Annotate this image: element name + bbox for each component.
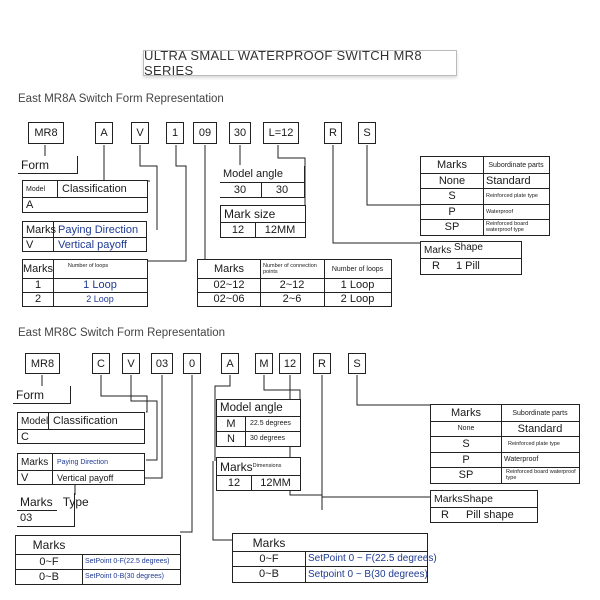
- mr8a-code-r: R: [324, 122, 342, 144]
- mr8c-setpoint1-r1b: SetPoint 0-F(22.5 degrees): [85, 558, 170, 565]
- mr8c-angle-n-desc: 30 degrees: [250, 435, 286, 442]
- mr8c-sub-r1b: Standard: [517, 422, 563, 435]
- mr8a-contacts-r2b: 2~6: [282, 293, 302, 305]
- mr8c-size-b: 12MM: [260, 477, 291, 489]
- mr8c-heading: East MR8C Switch Form Representation: [18, 327, 226, 339]
- mr8c-setpoint1-r1a: 0~F: [39, 555, 59, 568]
- mr8a-size-b: 12MM: [264, 224, 296, 236]
- mr8a-classification-header: Classification: [62, 183, 127, 195]
- mr8c-size-table: [216, 457, 301, 491]
- mr8a-loops-2-desc: 2 Loop: [86, 294, 114, 304]
- mr8a-code-mr8: MR8: [28, 122, 64, 144]
- mr8a-code-30: 30: [229, 122, 251, 144]
- mr8a-contacts-table: [197, 259, 392, 307]
- mr8c-size-header: [217, 458, 300, 475]
- mr8c-sub-r3a: P: [462, 453, 470, 466]
- mr8a-sub-r1a: None: [438, 174, 466, 187]
- mr8c-setpoint2-r1a: 0~F: [259, 552, 279, 565]
- mr8c-code-v: V: [122, 353, 140, 374]
- mr8c-setpoint1-marks: Marks: [32, 538, 66, 552]
- mr8a-paying-header: Paying Direction: [58, 223, 139, 236]
- mr8a-angle-header: Model angle: [223, 168, 283, 180]
- mr8c-code-m: M: [255, 353, 273, 374]
- mr8c-paying-marks: Marks: [21, 456, 49, 468]
- mr8a-contacts-r2c: 2 Loop: [340, 293, 375, 305]
- mr8a-loops-1-desc: 1 Loop: [83, 279, 117, 291]
- mr8c-setpoint1-table: [15, 535, 181, 585]
- mr8a-shape-label: Shape: [454, 241, 483, 253]
- mr8a-code-09: 09: [193, 122, 217, 144]
- mr8a-shape-marks: Marks: [424, 244, 452, 256]
- mr8c-code-a: A: [221, 353, 239, 374]
- mr8a-paying-v: V: [26, 238, 34, 251]
- mr8c-shape-header: [431, 491, 537, 507]
- mr8a-paying-table: [22, 221, 147, 252]
- mr8a-paying-desc: Vertical payoff: [58, 238, 127, 251]
- mr8a-loops-1: 1: [34, 279, 42, 291]
- mr8a-contacts-r1a: 02~12: [213, 279, 245, 291]
- mr8a-shape-header: [421, 242, 521, 258]
- mr8a-sub-r2b: Reinforced plate type: [486, 193, 538, 199]
- mr8c-sub-r1a: None: [457, 425, 475, 432]
- mr8a-size-a: 12: [231, 224, 245, 236]
- mr8c-form-label: Form: [13, 386, 71, 404]
- mr8c-sub-marks: Marks: [451, 407, 481, 419]
- mr8c-code-r: R: [313, 353, 331, 374]
- mr8c-sub-r2a: S: [462, 438, 470, 450]
- mr8a-sub-header: Subordinate parts: [488, 161, 544, 169]
- mr8a-contacts-r1c: 1 Loop: [340, 279, 375, 291]
- mr8a-model-header: Model: [26, 185, 46, 193]
- mr8a-sub-r1b: Standard: [486, 174, 531, 187]
- mr8a-angle-b: 30: [275, 184, 289, 196]
- mr8c-classification-header: Classification: [53, 415, 118, 427]
- mr8a-contacts-r1b: 2~12: [279, 279, 305, 291]
- mr8c-paying-v: V: [21, 471, 29, 484]
- mr8a-contacts-marks: Marks: [214, 263, 244, 275]
- mr8a-sub-r2a: S: [448, 190, 456, 202]
- mr8c-code-12: 12: [279, 353, 301, 374]
- mr8c-size-marks: Marks: [220, 460, 253, 474]
- mr8c-type-value: 03: [20, 512, 33, 524]
- mr8c-angle-table: [216, 399, 301, 447]
- mr8a-code-l12: L=12: [263, 122, 299, 144]
- mr8c-size-a: 12: [227, 477, 241, 489]
- mr8a-loops-marks: Marks: [23, 263, 53, 275]
- mr8c-setpoint2-r2a: 0~B: [259, 568, 279, 580]
- mr8c-setpoint1-r2a: 0~B: [39, 570, 59, 583]
- mr8a-loops-header: Number of loops: [67, 263, 109, 269]
- mr8c-type-header: [17, 493, 89, 510]
- mr8c-sub-r4b: Reinforced board waterproof type: [506, 469, 576, 481]
- mr8a-form-label: Form: [18, 156, 78, 174]
- mr8a-size-header: Mark size: [224, 207, 276, 221]
- mr8a-heading: East MR8A Switch Form Representation: [18, 93, 224, 105]
- mr8c-paying-desc: Vertical payoff: [57, 472, 114, 483]
- mr8c-shape-r: R: [441, 509, 449, 521]
- mr8c-code-s: S: [348, 353, 366, 374]
- mr8a-contacts-loops-header: Number of loops: [331, 265, 384, 273]
- mr8c-code-mr8: MR8: [25, 353, 60, 374]
- mr8c-model-table: [17, 412, 145, 444]
- mr8a-shape-desc: 1 Pill: [456, 260, 480, 272]
- mr8c-sub-r3b: Waterproof: [504, 456, 539, 463]
- mr8a-code-a: A: [95, 122, 113, 144]
- mr8a-size-table: [220, 205, 306, 238]
- mr8a-model-value: A: [26, 199, 34, 211]
- mr8c-sub-table: [430, 404, 580, 484]
- mr8a-sub-r3a: P: [448, 205, 456, 218]
- mr8a-sub-r3b: Waterproof: [486, 208, 514, 215]
- mr8a-paying-marks: Marks: [26, 223, 56, 236]
- mr8a-angle-table: [220, 166, 305, 198]
- mr8c-sub-r4a: SP: [458, 469, 474, 481]
- mr8c-angle-header: Model angle: [220, 402, 283, 414]
- mr8a-angle-a: 30: [233, 184, 247, 196]
- mr8c-shape-label: Shape: [462, 493, 493, 505]
- mr8c-size-label: Dimensions: [252, 463, 282, 469]
- mr8c-paying-header: Paying Direction: [57, 458, 108, 466]
- mr8c-code-c: C: [92, 353, 110, 374]
- mr8a-code-1: 1: [166, 122, 184, 144]
- page-title: ULTRA SMALL WATERPROOF SWITCH MR8 SERIES: [143, 50, 457, 76]
- mr8c-code-0: 0: [183, 353, 201, 374]
- mr8c-angle-m: M: [226, 417, 236, 430]
- mr8c-code-03: 03: [151, 353, 173, 374]
- mr8c-sub-r2b: Reinforced plate type: [508, 441, 560, 447]
- mr8c-setpoint2-table: [232, 533, 437, 583]
- mr8c-model-value: C: [21, 430, 29, 443]
- mr8c-type-marks: Marks: [20, 494, 53, 509]
- mr8a-sub-marks: Marks: [437, 159, 467, 171]
- mr8a-sub-table: [420, 156, 550, 236]
- mr8a-sub-r4b: Reinforced board waterproof type: [486, 221, 529, 233]
- mr8c-shape-desc: Pill shape: [466, 509, 514, 521]
- mr8a-sub-r4a: SP: [444, 221, 460, 233]
- mr8c-setpoint2-r2b: Setpoint 0 ~ B(30 degrees): [308, 568, 428, 580]
- mr8a-contacts-points-header: Number of connection points: [263, 263, 317, 275]
- mr8a-code-v: V: [131, 122, 149, 144]
- mr8c-paying-table: [17, 453, 145, 485]
- mr8c-setpoint1-r2b: SetPoint 0-B(30 degrees): [85, 573, 164, 580]
- mr8c-type-label: Type: [62, 494, 89, 509]
- mr8a-model-table: [22, 180, 148, 213]
- mr8c-shape-table: [430, 490, 538, 523]
- mr8c-angle-m-desc: 22.5 degrees: [250, 420, 291, 427]
- mr8c-shape-marks: Marks: [434, 493, 463, 505]
- mr8a-shape-r: R: [432, 260, 440, 272]
- mr8c-type-table: [17, 493, 89, 527]
- mr8a-contacts-r2a: 02~06: [213, 293, 245, 305]
- mr8c-setpoint2-marks: Marks: [252, 535, 286, 550]
- mr8c-setpoint2-r1b: SetPoint 0 ~ F(22.5 degrees): [308, 553, 437, 564]
- mr8a-loops-2: 2: [34, 293, 42, 305]
- mr8a-code-s: S: [358, 122, 376, 144]
- mr8c-angle-n: N: [227, 432, 235, 445]
- mr8c-sub-header: Subordinate parts: [512, 409, 568, 417]
- mr8a-loops-table: [22, 259, 148, 307]
- mr8a-shape-table: [420, 241, 522, 275]
- mr8c-model-header: Model: [21, 415, 49, 427]
